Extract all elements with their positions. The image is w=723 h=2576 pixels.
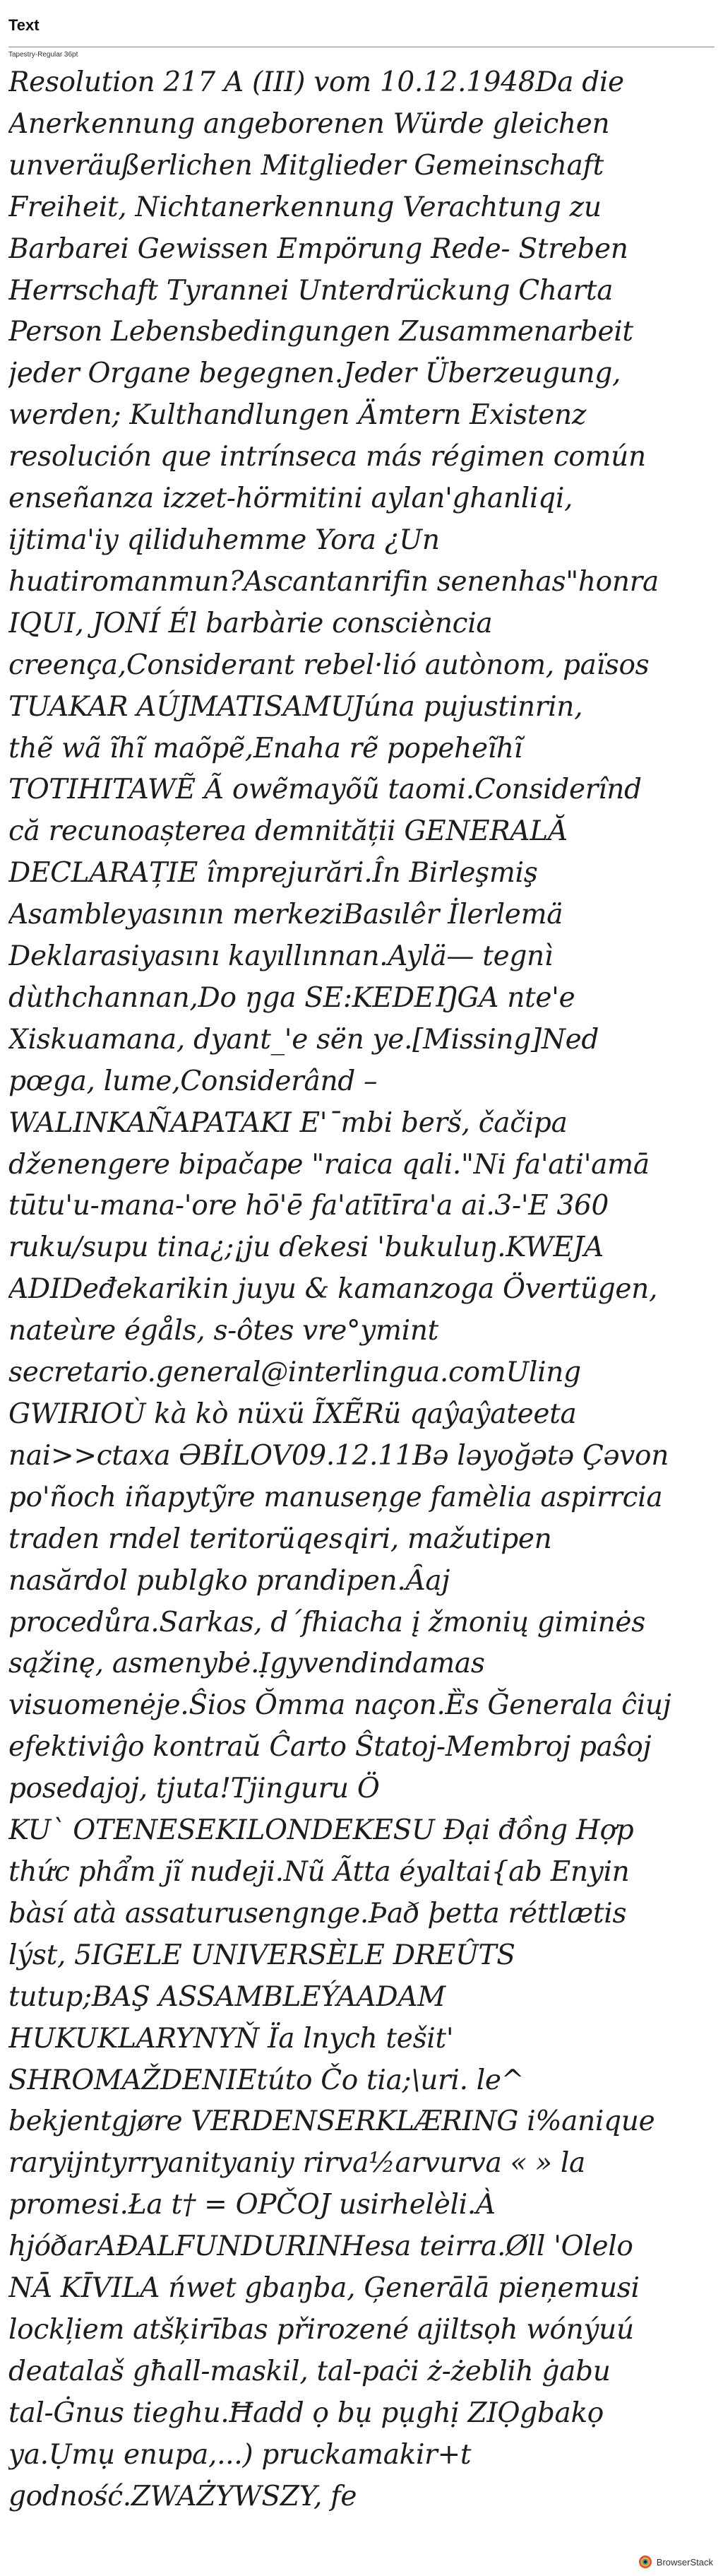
sample-line: promesi.Ła t† = OPČOJ usirhelèli.À [8,2189,496,2221]
sample-line: DECLARAȚIE împrejurări.În Birleşmiş [8,857,538,890]
sample-line: unveräußerlichen Mitglieder Gemeinschaft [8,149,604,182]
sample-line: IQUI, JONÍ Él barbàrie consciència [8,607,493,639]
sample-line: nai>>ctaxa ƏBİLOV09.12.11Bə ləyoğətə Çəvon [8,1439,669,1472]
sample-line: KU` OTENESEKILONDEKESU Đại đồng Hợp [8,1814,634,1847]
sample-line: Resolution 217 A (III) vom 10.12.1948Da die [8,66,624,98]
sample-line: tal-Ġnus tieghu.Ħadd ọ bụ pụghị ZIỌgbakọ [8,2397,604,2429]
sample-line: WALINKAÑAPATAKI E'¯mbi berš, čačipa [8,1106,568,1139]
sample-line: nateùre égåls, s-ôtes vre°ymint [8,1315,439,1347]
sample-line: că recunoașterea demnității GENERALĂ [8,815,568,848]
sample-line: nasărdol publgko prandipen.Ȃaj [8,1564,450,1597]
sample-text-block [8,62,715,2517]
sample-line: GWIRIOÙ kà kò nüxü ĨXẼRü qaŷaŷateeta [8,1398,577,1430]
sample-line: po'ñoch iñapytỹre manuseņge famèlia aspirrcia [8,1481,663,1513]
sample-line: jeder Organe begegnen.Jeder Überzeugung, [8,358,621,390]
sample-line: Person Lebensbedingungen Zusammenarbeit [8,316,633,348]
sample-line: tūtu'u-mana-'ore hō'ē fa'atītīra'a ai.3-'E 360 [8,1190,609,1222]
sample-line: Anerkennung angeborenen Würde gleichen [8,107,610,140]
sample-line: Barbarei Gewissen Empörung Rede- Streben [8,232,628,265]
browserstack-badge [638,2555,713,2569]
sample-line: lockļiem atšķirības přirozené ajiltsọh wónýuú [8,2313,634,2346]
sample-line: werden; Kulthandlungen Ämtern Existenz [8,399,587,432]
sample-line: Herrschaft Tyrannei Unterdrückung Charta [8,274,614,307]
sample-line: godność.ZWAŻYWSZY, fe [8,2480,357,2512]
sample-line: ya.Ụmụ enupa,...) pruckamakir+t [8,2438,472,2471]
sample-line: SHROMAŽDENIEtúto Čo tia;\uri. le^ [8,2064,525,2096]
sample-line: bàsí atà assaturusengnge.Það þetta réttlætis [8,1897,627,1930]
sample-line: lýst, 5IGELE UNIVERSÈLE DREÛTS [8,1939,515,1971]
page-title: Text [8,16,40,34]
sample-line: pœga, lume,Considerând – [8,1065,378,1097]
sample-line: huatiromanmun?Ascantanrifin senenhas"honra [8,565,659,598]
sample-line: tutup;BAŞ ASSAMBLEÝAADAM [8,1980,446,2013]
font-label: Tapestry-Regular 36pt [8,51,78,59]
sample-line: TOTIHITAWẼ Ã owẽmayõũ taomi.Considerînd [8,774,642,806]
sample-line: ijtima'iy qiliduhemme Yora ¿Un [8,524,440,556]
sample-line: posedajoj, tjuta!Tjinguru Ö [8,1773,380,1805]
sample-line: deatalaš għall-maskil, tal-paċi ż-żeblih ġabu [8,2355,611,2387]
sample-line: dùthchannan,Do ŋga SE:KEDEŊGA nte'e [8,981,575,1014]
sample-line: thức phẩm jĩ nudeji.Nũ Ãtta éyaltai{ab Enyin [8,1855,630,1888]
sample-line: HUKUKLARYNYŇ Ïa lnych tešit' [8,2022,454,2055]
sample-line: raryijntyrryanityaniy rirva½arvurva « » la [8,2147,585,2180]
sample-line: ADIDeđekarikin juyu & kamanzoga Övertügen, [8,1273,658,1306]
sample-line: NĀ KĪVILA ńwet gbaŋba, Ģenerālā pieņemusi [8,2272,640,2305]
sample-line: ruku/supu tina¿;¡ju ɗekesi 'bukuluŋ.KWEJA [8,1231,604,1264]
sample-line: enseñanza izzet-hörmitini aylan'ghanliqi, [8,483,573,515]
sample-line: TUAKAR AÚJMATISAMUJúna pujustinrin, [8,690,583,723]
page-header [8,16,715,35]
sample-line: Xiskuamana, dyant_'e sën ye.[Missing]Ned [8,1023,599,1056]
sample-line: efektiviĝo kontraŭ Ĉarto Ŝtatoj-Membroj paŝoj [8,1731,652,1763]
sample-line: traden rndel teritorüqesqiri, mažutipen [8,1523,552,1555]
sample-line: bekjentgjøre VERDENSERKLÆRING i%anique [8,2105,655,2138]
sample-line: thẽ wã ĩhĩ maõpẽ,Enaha rẽ popeheĩhĩ [8,732,522,764]
browserstack-logo-icon [638,2555,652,2569]
sample-line: procedůra.Sarkas, d´fhiacha į žmonių giminės [8,1606,645,1638]
sample-line: secretario.general@interlingua.comUling [8,1357,581,1389]
sample-line: hjóðarAÐALFUNDURINHesa teirra.Øll 'Olelo [8,2231,633,2263]
sample-line: Asambleyasının merkeziBasılêr İlerlemä [8,899,563,931]
sample-line: sąžinę, asmenybė.Ịgyvendindamas [8,1648,485,1680]
sample-line: dženengere bipačape "raica qali."Ni fa'ati'amā [8,1148,650,1181]
sample-line: Freiheit, Nichtanerkennung Verachtung zu [8,191,602,223]
sample-line: visuomenėje.Ŝios Ŏmma naçon.Ȅs Ğenerala ĉiuj [8,1689,671,1722]
sample-line: resolución que intrínseca más régimen común [8,441,646,473]
browserstack-brand-label: BrowserStack [656,2556,713,2568]
sample-line: Deklarasiyasını kayıllınnan.Aylä— tegnì [8,940,554,973]
sample-line: creença,Considerant rebel·lió autònom, països [8,649,650,681]
